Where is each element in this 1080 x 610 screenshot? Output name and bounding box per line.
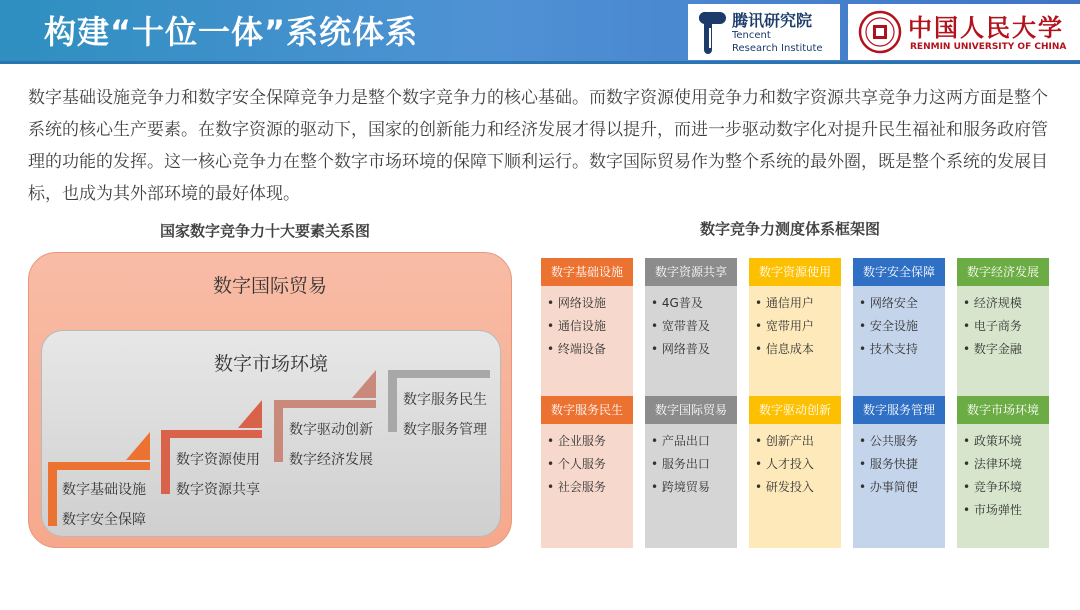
indicator-item: • 创新产出 bbox=[755, 434, 814, 448]
indicator-card-body bbox=[645, 424, 737, 548]
tencent-en-line1: Tencent bbox=[732, 30, 771, 41]
indicator-card bbox=[853, 258, 945, 410]
right-diagram-title: 数字竞争力测度体系框架图 bbox=[700, 220, 881, 238]
indicator-item: • 人才投入 bbox=[755, 457, 814, 471]
step-3-label-bottom: 数字经济发展 bbox=[289, 452, 373, 468]
step-4-label-bottom: 数字服务管理 bbox=[403, 422, 487, 438]
indicator-item: • 网络设施 bbox=[547, 296, 606, 310]
indicator-item: • 宽带用户 bbox=[755, 319, 814, 333]
indicator-card-head: 数字服务民生 bbox=[541, 396, 633, 424]
indicator-card bbox=[957, 258, 1049, 410]
indicator-card-head: 数字经济发展 bbox=[957, 258, 1049, 286]
left-diagram-title: 国家数字竞争力十大要素关系图 bbox=[160, 222, 371, 240]
indicator-card-head: 数字资源使用 bbox=[749, 258, 841, 286]
step-1-label-bottom: 数字安全保障 bbox=[62, 512, 146, 528]
indicator-item: • 经济规模 bbox=[963, 296, 1022, 310]
indicator-item: • 网络安全 bbox=[859, 296, 918, 310]
indicator-card-body bbox=[853, 424, 945, 548]
indicator-card bbox=[541, 396, 633, 548]
indicator-card bbox=[749, 396, 841, 548]
indicator-card-head: 数字资源共享 bbox=[645, 258, 737, 286]
indicator-item: • 市场弹性 bbox=[963, 503, 1022, 517]
indicator-card-body bbox=[957, 424, 1049, 548]
indicator-item: • 公共服务 bbox=[859, 434, 918, 448]
step-1-arrow bbox=[126, 432, 150, 460]
step-4-label-top: 数字服务民生 bbox=[403, 392, 487, 408]
step-2-arrow bbox=[238, 400, 262, 428]
indicator-card bbox=[853, 396, 945, 548]
indicator-card bbox=[541, 258, 633, 410]
indicator-item: • 安全设施 bbox=[859, 319, 918, 333]
step-2-label-top: 数字资源使用 bbox=[176, 452, 260, 468]
indicator-item: • 信息成本 bbox=[755, 342, 814, 356]
indicator-item: • 政策环境 bbox=[963, 434, 1022, 448]
indicator-item: • 竞争环境 bbox=[963, 480, 1022, 494]
indicator-item: • 网络普及 bbox=[651, 342, 710, 356]
indicator-item: • 通信设施 bbox=[547, 319, 606, 333]
indicator-card-head: 数字服务管理 bbox=[853, 396, 945, 424]
indicator-card-head: 数字驱动创新 bbox=[749, 396, 841, 424]
outer-ring-label: 数字国际贸易 bbox=[212, 275, 327, 297]
indicator-item: • 法律环境 bbox=[963, 457, 1022, 471]
indicator-item: • 研发投入 bbox=[755, 480, 814, 494]
indicator-card bbox=[749, 258, 841, 410]
renmin-en-name: RENMIN UNIVERSITY OF CHINA bbox=[910, 42, 1067, 52]
indicator-item: • 终端设备 bbox=[547, 342, 606, 356]
tencent-en-line2: Research Institute bbox=[732, 43, 823, 54]
indicator-card bbox=[645, 396, 737, 548]
indicator-item: • 个人服务 bbox=[547, 457, 606, 471]
indicator-card-head: 数字国际贸易 bbox=[645, 396, 737, 424]
indicator-item: • 产品出口 bbox=[651, 434, 710, 448]
indicator-item: • 服务出口 bbox=[651, 457, 710, 471]
indicator-card-body bbox=[853, 286, 945, 410]
tencent-name: 腾讯研究院 bbox=[732, 11, 813, 30]
indicator-card-body bbox=[749, 286, 841, 410]
indicator-card-head: 数字市场环境 bbox=[957, 396, 1049, 424]
renmin-name: 中国人民大学 bbox=[908, 13, 1064, 42]
indicator-item: • 办事简便 bbox=[859, 480, 918, 494]
indicator-item: • 技术支持 bbox=[859, 342, 918, 356]
indicator-item: • 4G普及 bbox=[651, 296, 703, 310]
indicator-card-body bbox=[541, 424, 633, 548]
page-title: 构建“十位一体”系统体系 bbox=[44, 13, 419, 51]
indicator-item: • 宽带普及 bbox=[651, 319, 710, 333]
indicator-item: • 数字金融 bbox=[963, 342, 1022, 356]
step-3-arrow bbox=[352, 370, 376, 398]
indicator-item: • 电子商务 bbox=[963, 319, 1022, 333]
indicator-card-head: 数字基础设施 bbox=[541, 258, 633, 286]
step-2-label-bottom: 数字资源共享 bbox=[176, 482, 260, 498]
inner-ring-label: 数字市场环境 bbox=[213, 353, 328, 375]
indicator-item: • 社会服务 bbox=[547, 480, 606, 494]
step-1-label-top: 数字基础设施 bbox=[62, 482, 146, 498]
indicator-item: • 企业服务 bbox=[547, 434, 606, 448]
indicator-card-body bbox=[645, 286, 737, 410]
indicator-item: • 通信用户 bbox=[755, 296, 814, 310]
indicator-card-body bbox=[749, 424, 841, 548]
step-3-label-top: 数字驱动创新 bbox=[289, 422, 373, 438]
indicator-card bbox=[957, 396, 1049, 548]
indicator-item: • 服务快捷 bbox=[859, 457, 918, 471]
indicator-card-body bbox=[541, 286, 633, 410]
indicator-card bbox=[645, 258, 737, 410]
indicator-card-head: 数字安全保障 bbox=[853, 258, 945, 286]
intro-paragraph: 数字基础设施竞争力和数字安全保障竞争力是整个数字竞争力的核心基础。而数字资源使用竞争力和数字资源共享竞争力这两方面是整个系统的核心生产要素。在数字资源的驱动下，国家的创新能力和经济发展才得以提升，而进一步驱动数字化对提升民生福祉和服务政府管理的功能的发挥。这一核心竞争力在整个数字市场环境的保障下顺利运行。数字国际贸易作为整个系统的最外圈，既是整个系统的发展目标，也成为其外部环境的最好体现。 bbox=[28, 88, 1048, 204]
indicator-item: • 跨境贸易 bbox=[651, 480, 710, 494]
indicator-card-body bbox=[957, 286, 1049, 410]
